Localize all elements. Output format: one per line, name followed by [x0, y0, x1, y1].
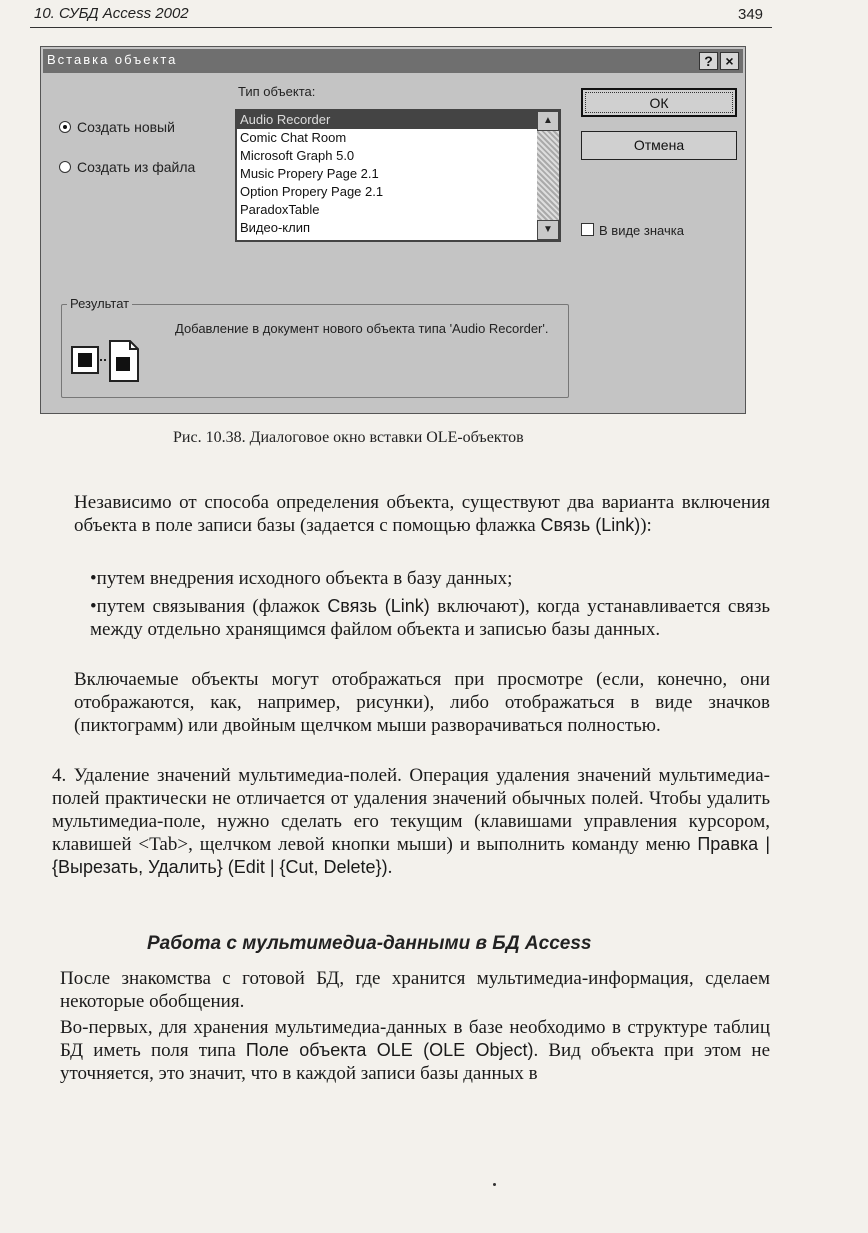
text: Во-первых, для хранения мультимедиа-данных в базе необходимо в структуре таблиц БД иметь поля типа — [60, 1017, 770, 1061]
result-group-label: Результат — [67, 296, 132, 311]
ui-term: Связь (Link) — [327, 596, 430, 616]
scroll-down-icon[interactable]: ▼ — [537, 220, 559, 240]
dialog-titlebar — [43, 49, 743, 73]
paragraph-ole-fields — [60, 1016, 770, 1085]
print-speck — [493, 1183, 496, 1186]
text: включают), когда устанавливается связь между отдельно хранящимся файлом объекта и записью базы данных. — [90, 596, 770, 640]
radio-create-new-label: Создать новый — [77, 119, 175, 135]
list-item[interactable]: Audio Recorder — [237, 111, 559, 129]
bullet-link — [90, 595, 770, 641]
paragraph-link-options — [74, 491, 770, 537]
ok-button[interactable]: ОК — [581, 88, 737, 117]
result-description: Добавление в документ нового объекта типа 'Audio Recorder'. — [175, 321, 549, 336]
object-type-label: Тип объекта: — [238, 84, 316, 99]
checkbox-icon — [581, 223, 594, 236]
list-item[interactable]: ParadoxTable — [240, 202, 320, 217]
page-number: 349 — [738, 6, 764, 23]
insert-object-dialog — [40, 46, 746, 414]
text: Независимо от способа определения объекта, существуют два варианта включения объекта в поле записи базы (задается с помощью флажка — [74, 492, 770, 536]
running-header-chapter: 10. СУБД Access 2002 — [34, 5, 189, 22]
text: ): — [640, 515, 652, 536]
text: •путем связывания (флажок — [90, 596, 328, 617]
paragraph-delete-values — [52, 764, 770, 879]
help-button[interactable]: ? — [699, 52, 718, 70]
radio-create-new[interactable] — [59, 119, 175, 135]
list-item[interactable]: Microsoft Graph 5.0 — [240, 148, 355, 163]
ui-term: Связь (Link) — [540, 515, 641, 535]
text: . — [387, 857, 393, 878]
list-scrollbar[interactable] — [537, 111, 559, 240]
section-heading: Работа с мультимедиа-данными в БД Access — [147, 933, 592, 954]
paragraph-intro: После знакомства с готовой БД, где хранится мультимедиа-информация, сделаем некоторые обобщения. — [60, 968, 770, 1012]
object-type-list[interactable] — [235, 109, 561, 242]
list-item[interactable]: Comic Chat Room — [240, 130, 347, 145]
result-group — [61, 296, 569, 398]
scroll-up-icon[interactable]: ▲ — [537, 111, 559, 131]
header-rule — [30, 27, 772, 28]
radio-create-from-file[interactable] — [59, 159, 195, 175]
insert-object-result-icon — [70, 335, 148, 385]
text: . Вид объекта при этом не уточняется, это значит, что в каждой записи базы данных в — [60, 1040, 771, 1084]
dialog-title: Вставка объекта — [47, 52, 178, 67]
list-item[interactable]: Music Propery Page 2.1 — [240, 166, 379, 181]
radio-unselected-icon — [59, 161, 71, 173]
display-as-icon-label: В виде значка — [599, 223, 684, 238]
radio-create-from-file-label: Создать из файла — [77, 159, 196, 175]
display-as-icon-checkbox[interactable] — [581, 223, 684, 238]
bullet-embed: •путем внедрения исходного объекта в базу данных; — [90, 568, 513, 589]
text: 4. Удаление значений мультимедиа-полей. Операция удаления значений мультимедиа-полей практически не отличается от удаления значений обычных полей. Чтобы удалить мультимедиа-поле, нужно сделать его текущим (клавишами управления курсором, клавишей <Tab>, щелчком левой кнопки мыши) и выполнить команду меню — [52, 765, 770, 855]
radio-selected-icon — [59, 121, 71, 133]
list-item[interactable]: Видео-клип — [240, 220, 311, 235]
close-button[interactable]: × — [720, 52, 739, 70]
paragraph-display: Включаемые объекты могут отображаться при просмотре (если, конечно, они отображаются, как, например, рисунки), либо отображаться в виде значков (пиктограмм) или двойным щелчком мыши разворачиваться полностью. — [74, 669, 770, 736]
figure-caption: Рис. 10.38. Диалоговое окно вставки OLE-объектов — [173, 429, 524, 446]
cancel-button[interactable]: Отмена — [581, 131, 737, 160]
list-item[interactable]: Option Propery Page 2.1 — [240, 184, 384, 199]
field-type-term: Поле объекта OLE (OLE Object) — [245, 1040, 534, 1060]
menu-command: Правка | {Вырезать, Удалить} (Edit | {Cut, Delete}) — [52, 834, 771, 877]
